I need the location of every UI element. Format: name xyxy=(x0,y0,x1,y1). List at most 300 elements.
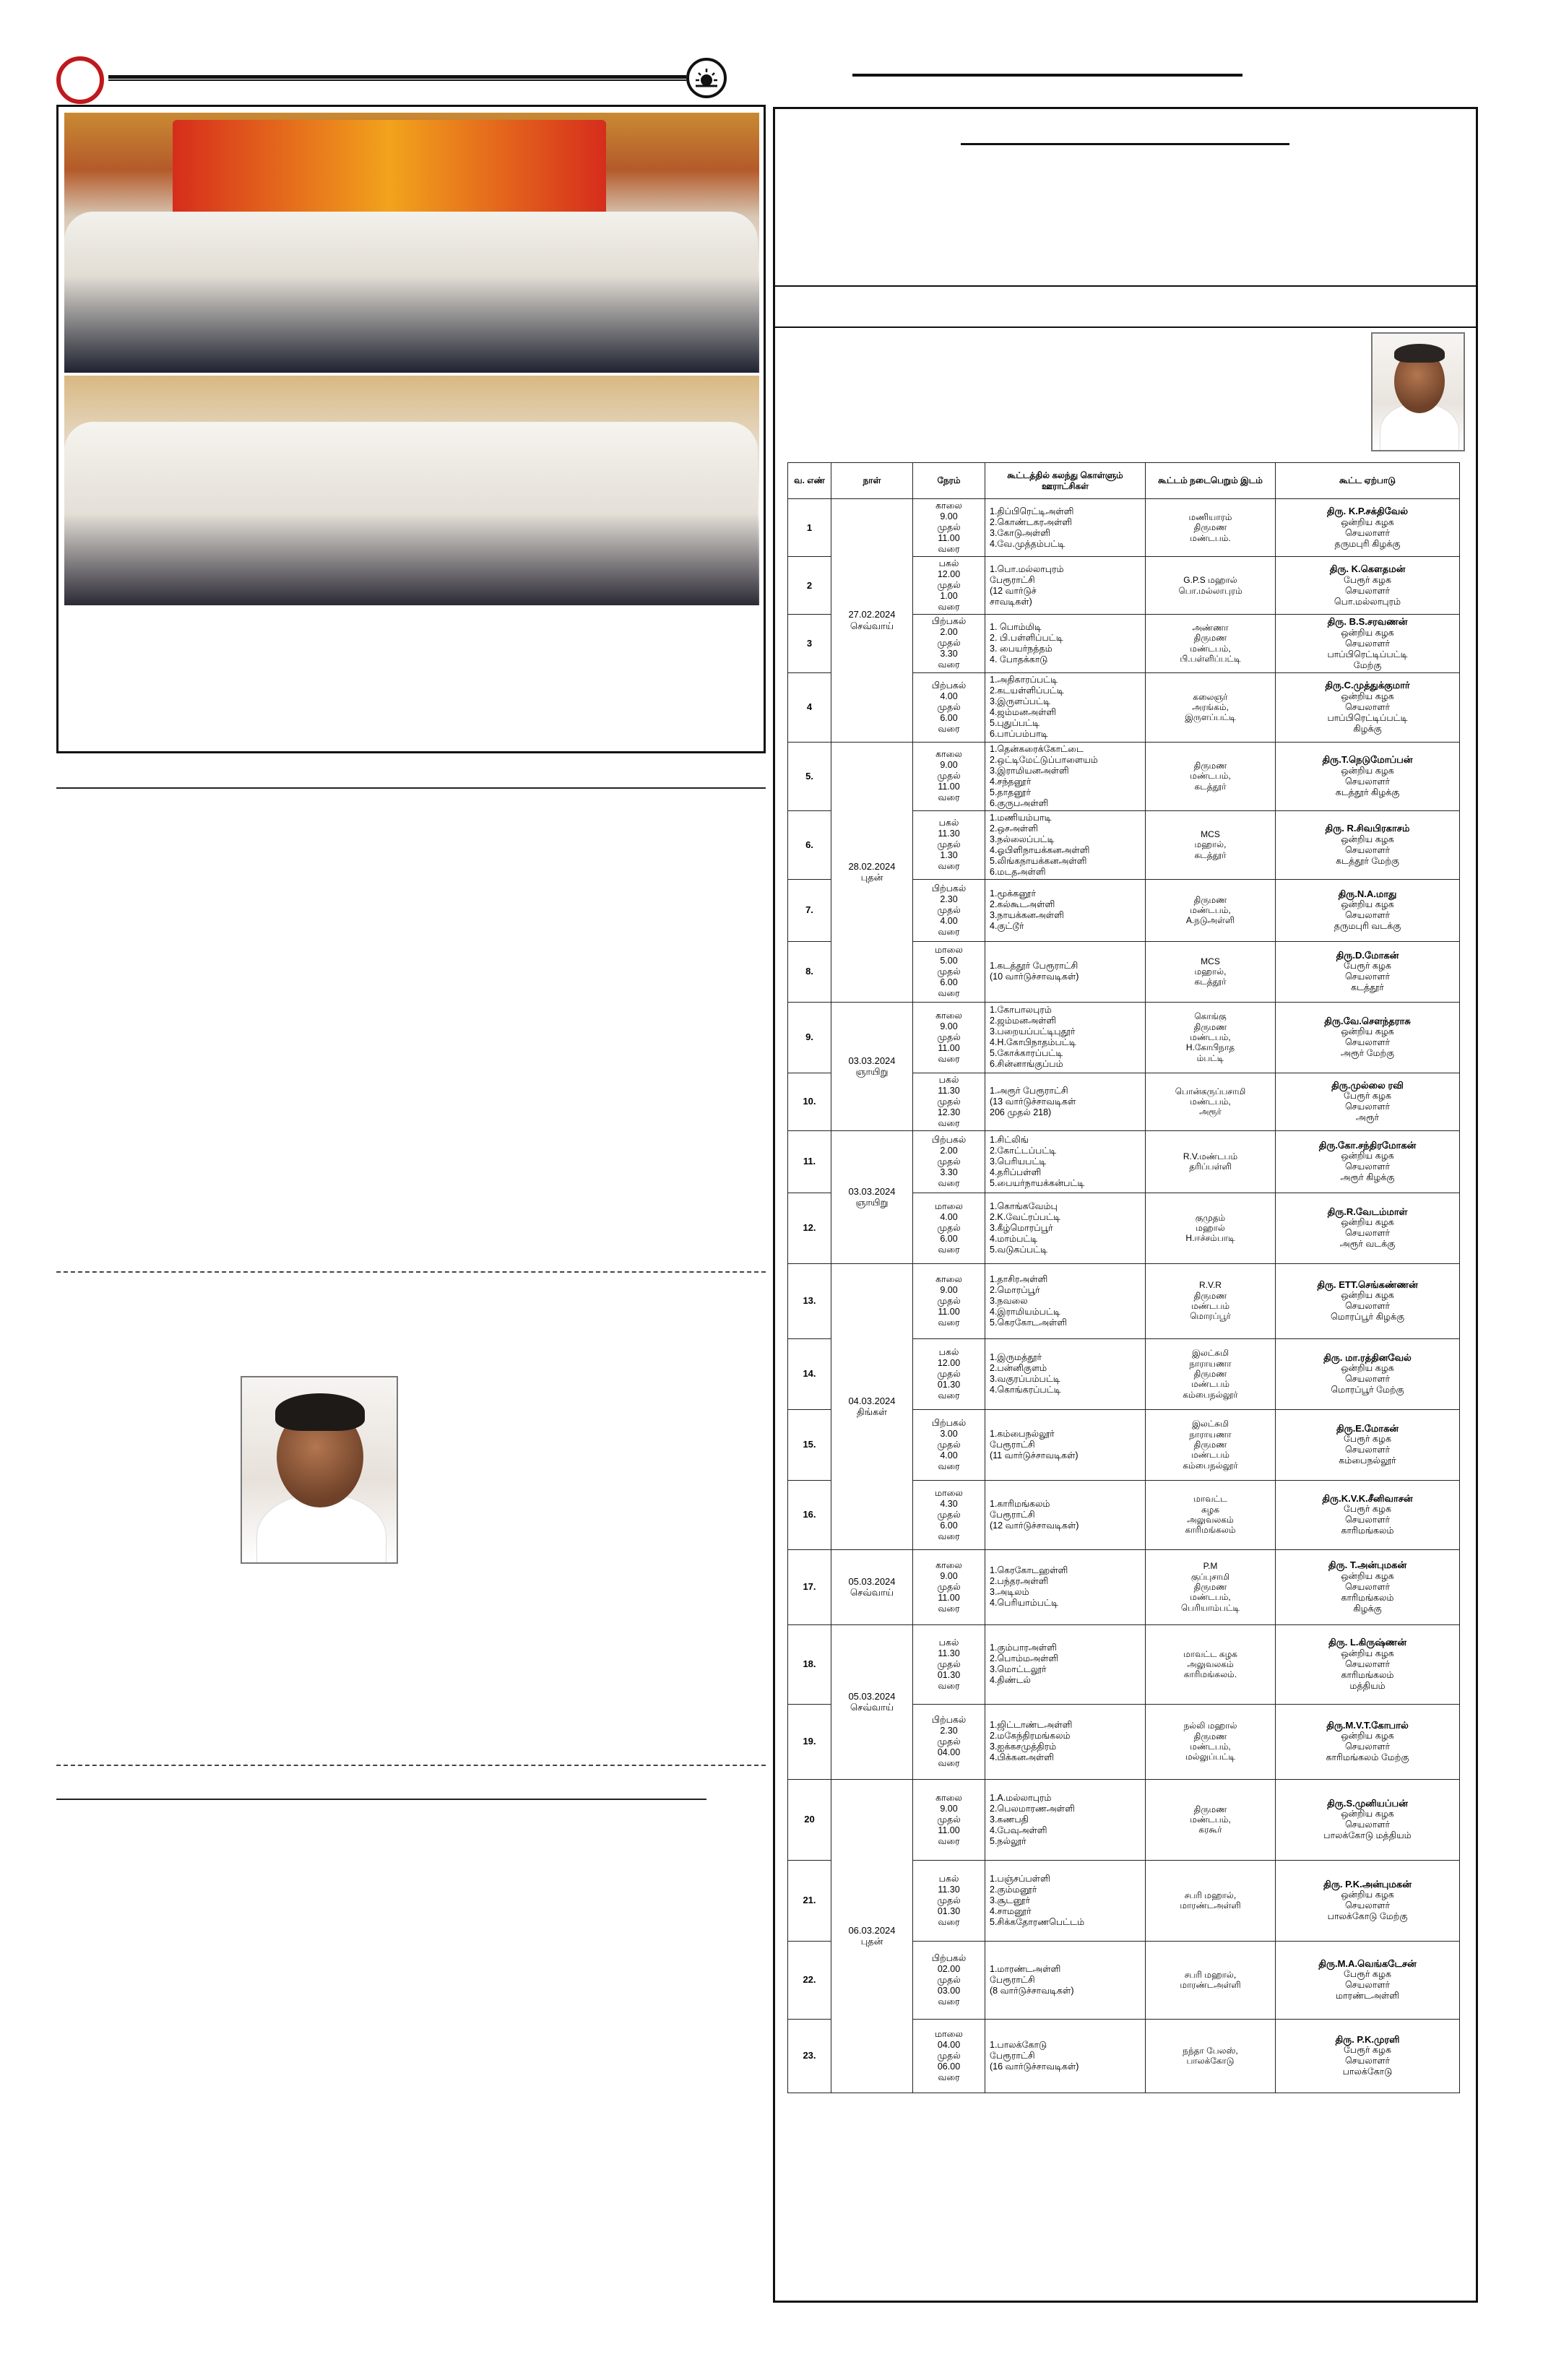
column-header: கூட்டம் நடைபெறும் இடம் xyxy=(1146,463,1276,499)
meeting-organizer-line: திரு.D.மோகன் xyxy=(1336,949,1399,961)
participating-villages-line: 4.பெரியாம்பட்டி xyxy=(990,1598,1058,1609)
meeting-organizer-line: பொ.மல்லாபுரம் xyxy=(1334,596,1401,607)
meeting-time-line: வரை xyxy=(938,723,960,734)
meeting-organizer xyxy=(1276,1338,1460,1409)
meeting-time-line: 4.00 xyxy=(940,1450,958,1461)
meeting-organizer xyxy=(1276,1779,1460,1860)
serial-number: 14. xyxy=(788,1338,831,1409)
meeting-time-line: முதல் xyxy=(937,771,961,782)
meeting-organizer-line: திரு.கோ.சந்திரமோகன் xyxy=(1318,1139,1417,1151)
participating-villages xyxy=(985,1624,1146,1704)
meeting-venue-line: மொரப்பூர் xyxy=(1190,1311,1231,1322)
serial-number: 3 xyxy=(788,615,831,673)
meeting-venue-line: நந்தா பேலஸ், xyxy=(1183,2045,1238,2056)
participating-villages-line: 3.நல்லைப்பட்டி xyxy=(990,834,1055,844)
meeting-organizer-line: ஒன்றிய கழக xyxy=(1341,1026,1394,1037)
meeting-time xyxy=(913,1779,985,1860)
meeting-time-line: வரை xyxy=(938,861,960,872)
meeting-organizer-line: பேரூர் கழக xyxy=(1344,961,1391,972)
meeting-time-line: 11.30 xyxy=(938,828,960,839)
audience-crowd xyxy=(64,212,758,373)
meeting-venue-line: கடத்தூர் xyxy=(1194,781,1227,792)
meeting-organizer-line: மேற்கு xyxy=(1353,659,1382,670)
participating-villages xyxy=(985,557,1146,615)
participating-villages-line: (12 வார்டுச் xyxy=(990,585,1037,596)
participating-villages xyxy=(985,1549,1146,1624)
participating-villages-line: 1.கடத்தூர் பேரூராட்சி xyxy=(990,961,1079,972)
meeting-organizer xyxy=(1276,1130,1460,1193)
meeting-organizer-line: திரு. P.K.முரளி xyxy=(1335,2033,1400,2045)
meeting-time-line: பகல் xyxy=(938,1074,959,1085)
meeting-time-line: வரை xyxy=(938,1390,960,1401)
meeting-organizer-line: திரு. K.P.சக்திவேல் xyxy=(1326,506,1409,517)
meeting-organizer xyxy=(1276,672,1460,742)
meeting-time-line: பிற்பகல் xyxy=(931,680,967,691)
meeting-organizer-line: அரூர் மேற்கு xyxy=(1340,1048,1395,1059)
meeting-time-line: 3.30 xyxy=(940,1167,958,1177)
meeting-time-line: 06.00 xyxy=(937,2061,961,2072)
meeting-venue-line: காரிமங்கலம். xyxy=(1183,1669,1237,1680)
meeting-organizer-line: ஒன்றிய கழக xyxy=(1341,765,1394,776)
participating-villages-line: 1.மணியம்பாடி xyxy=(990,812,1052,823)
meeting-organizer-line: திரு. K.கௌதமன் xyxy=(1329,563,1406,575)
meeting-venue-line: நாராயணா xyxy=(1189,1358,1232,1369)
meeting-date xyxy=(831,499,913,743)
table-row xyxy=(788,1263,1460,1338)
participating-villages-line: 1.பொ.மல்லாபுரம் xyxy=(990,563,1064,574)
meeting-time-line: முதல் xyxy=(937,580,961,590)
serial-number: 19. xyxy=(788,1704,831,1779)
meeting-organizer xyxy=(1276,1704,1460,1779)
meeting-time-line: முதல் xyxy=(937,2050,961,2061)
meeting-organizer-line: மொரப்பூர் கிழக்கு xyxy=(1331,1312,1404,1323)
participating-villages xyxy=(985,672,1146,742)
meeting-venue-line: G.P.S மஹால் xyxy=(1183,575,1237,586)
meeting-venue-line: இலட்சுமி xyxy=(1192,1348,1229,1359)
meeting-venue xyxy=(1146,879,1276,941)
meeting-venue-line: கம்பைநல்லூர் xyxy=(1183,1389,1238,1400)
meeting-organizer xyxy=(1276,615,1460,673)
meeting-venue-line: A.நடுஅள்ளி xyxy=(1185,915,1235,926)
participating-villages-line: 4.திண்டல் xyxy=(990,1675,1031,1686)
meeting-organizer-line: செயலாளர் xyxy=(1344,844,1391,855)
participating-villages xyxy=(985,1130,1146,1193)
meeting-organizer-line: கம்பைநல்லூர் xyxy=(1339,1455,1396,1466)
participating-villages xyxy=(985,2019,1146,2093)
meeting-organizer-line: ஒன்றிய கழக xyxy=(1341,1151,1394,1161)
meeting-venue-line: மாரண்டஅள்ளி xyxy=(1180,1900,1241,1911)
meeting-time-line: முதல் xyxy=(937,1658,961,1669)
meeting-venue-line: திருமண xyxy=(1193,1021,1227,1032)
meeting-time-line: 9.00 xyxy=(940,1021,958,1031)
meeting-time-line: வரை xyxy=(938,1757,960,1768)
participating-villages-line: 5.லிங்கநாயக்கனஅள்ளி xyxy=(990,855,1087,866)
meeting-time-line: முதல் xyxy=(937,1295,961,1306)
participating-villages-line: 4.மாம்பட்டி xyxy=(990,1233,1038,1244)
meeting-time-line: 9.00 xyxy=(940,760,958,771)
meeting-venue xyxy=(1146,615,1276,673)
meeting-venue-line: R.V.R xyxy=(1199,1280,1222,1291)
table-row xyxy=(788,1624,1460,1704)
meeting-venue-line: அரூர் xyxy=(1199,1107,1222,1117)
meeting-organizer-line: காரிமங்கலம் xyxy=(1341,1592,1394,1603)
meeting-time-line: 11.00 xyxy=(938,782,960,792)
meeting-venue-line: பாலக்கோடு xyxy=(1186,2056,1235,2067)
meeting-organizer-line: செயலாளர் xyxy=(1344,1228,1391,1239)
meeting-time xyxy=(913,1338,985,1409)
meeting-venue-line: பொ.மல்லாபுரம் xyxy=(1178,585,1242,596)
meeting-venue-line: திருமண xyxy=(1193,1731,1227,1741)
participating-villages-line: 1.இருமத்தூர் xyxy=(990,1352,1042,1363)
meeting-time-line: 3.30 xyxy=(940,649,958,659)
meeting-venue-line: திருமண xyxy=(1193,894,1227,905)
participating-villages-line: 5.கெரகோடஅள்ளி xyxy=(990,1317,1067,1328)
meeting-venue-line: ம்பட்டி xyxy=(1196,1052,1224,1063)
meeting-organizer-line: பேரூர் கழக xyxy=(1344,1434,1391,1445)
meeting-organizer-line: ஒன்றிய கழக xyxy=(1341,1570,1394,1581)
meeting-time-line: 11.30 xyxy=(938,1085,960,1096)
participating-villages-line: 1.அரூர் பேரூராட்சி xyxy=(990,1085,1068,1096)
meeting-time-line: பகல் xyxy=(938,558,959,568)
meeting-venue-line: MCS xyxy=(1201,829,1220,839)
participating-villages-line: 2.கோட்டப்பட்டி xyxy=(990,1145,1057,1156)
meeting-venue-line: மண்டபம் xyxy=(1190,1301,1230,1312)
meeting-organizer-line: காரிமங்கலம் xyxy=(1341,1669,1394,1680)
meeting-organizer-line: செயலாளர் xyxy=(1344,1515,1391,1526)
participating-villages-line: 3.கீழ்மொரப்பூர் xyxy=(990,1222,1053,1233)
meeting-organizer-line: மத்தியம் xyxy=(1349,1680,1386,1691)
meeting-time xyxy=(913,615,985,673)
serial-number: 6. xyxy=(788,810,831,879)
meeting-venue xyxy=(1146,1941,1276,2019)
participating-villages-line: 2.கும்மனூர் xyxy=(990,1884,1037,1895)
meeting-venue-line: மஹால் xyxy=(1196,1222,1225,1233)
participating-villages-line: 4.ஜம்மனஅள்ளி xyxy=(990,707,1057,718)
meeting-venue-line: மாவட்ட xyxy=(1193,1494,1227,1505)
participating-villages-line: 1.காரிமங்கலம் xyxy=(990,1498,1050,1509)
serial-number: 22. xyxy=(788,1941,831,2019)
participating-villages-line: 1.சிட்லிங் xyxy=(990,1134,1029,1145)
meeting-organizer xyxy=(1276,1480,1460,1549)
meeting-organizer-line: திரு.N.A.மாது xyxy=(1338,888,1397,899)
meeting-venue-line: மண்டபம், xyxy=(1190,643,1231,654)
participating-villages-line: 1.பாலக்கோடு xyxy=(990,2039,1047,2050)
meeting-venue-line: மண்டபம் xyxy=(1190,1379,1230,1390)
participating-villages-line: 6.பாப்பம்பாடி xyxy=(990,729,1048,740)
meeting-organizer-line: ஒன்றிய கழக xyxy=(1341,899,1394,910)
meeting-organizer-line: திரு. T.அன்புமகன் xyxy=(1328,1559,1407,1571)
participating-villages-line: 1.கெரகோடஹள்ளி xyxy=(990,1565,1068,1576)
meeting-date-line: ஞாயிறு xyxy=(855,1197,889,1208)
meeting-venue-line: பெரியாம்பட்டி xyxy=(1180,1602,1240,1613)
meeting-organizer-line: திரு. L.கிருஷ்ணன் xyxy=(1328,1637,1406,1648)
participating-villages-line: 206 முதல் 218) xyxy=(990,1107,1052,1117)
meeting-venue-line: திருமண xyxy=(1193,761,1227,771)
meeting-time-line: வரை xyxy=(938,544,960,554)
meeting-venue-line: H.கோபிநாத xyxy=(1185,1042,1235,1053)
participating-villages-line: 6.குருபஅள்ளி xyxy=(990,797,1049,808)
article-divider-rule xyxy=(774,285,1477,287)
meeting-organizer-line: ஒன்றிய கழக xyxy=(1341,1809,1394,1819)
meeting-time-line: வரை xyxy=(938,2072,960,2082)
serial-number: 13. xyxy=(788,1263,831,1338)
meeting-time xyxy=(913,1263,985,1338)
meeting-time-line: வரை xyxy=(938,1603,960,1614)
portrait-hair xyxy=(1394,344,1445,363)
meeting-time-line: 1.30 xyxy=(940,850,958,861)
meeting-organizer-line: காரிமங்கலம் xyxy=(1341,1526,1394,1536)
participating-villages-line: பேரூராட்சி xyxy=(990,2050,1035,2061)
participating-villages-line: 1. பொம்மிடி xyxy=(990,621,1042,632)
participating-villages-line: 2.பொம்மஅள்ளி xyxy=(990,1653,1059,1664)
participating-villages-line: 2.கொண்டகரஅள்ளி xyxy=(990,516,1072,527)
meeting-time-line: பகல் xyxy=(938,818,959,828)
meeting-organizer-line: திரு.M.A.வெங்கடேசன் xyxy=(1318,1957,1417,1969)
meeting-organizer-line: செயலாளர் xyxy=(1344,910,1391,921)
participating-villages-line: 6.மடதஅள்ளி xyxy=(990,866,1046,877)
meeting-time-line: முதல் xyxy=(937,522,961,532)
meeting-organizer-line: அரூர் xyxy=(1355,1112,1380,1123)
table-row xyxy=(788,1549,1460,1624)
meeting-time-line: முதல் xyxy=(937,1222,961,1233)
meeting-venue-line: கொங்கு xyxy=(1194,1011,1227,1022)
participating-villages-line: 3.நவலை xyxy=(990,1295,1028,1306)
participating-villages-line: 3.சூடனூர் xyxy=(990,1895,1031,1905)
table-row xyxy=(788,499,1460,557)
meeting-organizer-line: மாரண்டஅள்ளி xyxy=(1336,1991,1399,2002)
meeting-time xyxy=(913,1860,985,1941)
participating-villages xyxy=(985,1263,1146,1338)
meeting-venue xyxy=(1146,1193,1276,1263)
meeting-organizer xyxy=(1276,1860,1460,1941)
meeting-venue xyxy=(1146,941,1276,1002)
meeting-organizer-line: அரூர் கிழக்கு xyxy=(1340,1172,1395,1183)
meeting-venue-line: திருமண xyxy=(1193,1581,1227,1592)
meeting-time-line: முதல் xyxy=(937,638,961,649)
meeting-time-line: 4.00 xyxy=(940,691,958,701)
participating-villages-line: 1.மூக்கனூர் xyxy=(990,888,1037,899)
meeting-venue xyxy=(1146,1263,1276,1338)
participating-villages-line: 1.மாரண்டஅள்ளி xyxy=(990,1963,1061,1974)
meeting-venue-line: கடத்தூர் xyxy=(1194,977,1227,987)
meeting-date-line: 27.02.2024 xyxy=(848,609,896,620)
meeting-time-line: 11.00 xyxy=(938,1042,960,1053)
column-divider-rule xyxy=(56,787,766,789)
meeting-time xyxy=(913,672,985,742)
meeting-time-line: வரை xyxy=(938,987,960,998)
meeting-organizer-line: பேரூர் கழக xyxy=(1344,1969,1391,1980)
meeting-time-line: பகல் xyxy=(938,1873,959,1884)
meeting-organizer-line: திரு.M.V.T.கோபால் xyxy=(1326,1719,1409,1731)
meeting-date-line: செவ்வாய் xyxy=(850,1587,894,1598)
participating-villages-line: 2.கல்கூடஅள்ளி xyxy=(990,899,1055,910)
meeting-organizer-line: செயலாளர் xyxy=(1344,1980,1391,1991)
participating-villages-line: 4.சாமனூர் xyxy=(990,1905,1032,1916)
serial-number: 7. xyxy=(788,879,831,941)
meeting-time xyxy=(913,2019,985,2093)
participating-villages-line: 2.பெலமாரணஅள்ளி xyxy=(990,1803,1075,1814)
serial-number: 10. xyxy=(788,1073,831,1130)
meeting-time-line: முதல் xyxy=(937,1439,961,1450)
meeting-organizer-line: செயலாளர் xyxy=(1344,1037,1391,1048)
meeting-date xyxy=(831,742,913,1002)
meeting-organizer-line: திரு. P.K.அன்புமகன் xyxy=(1323,1878,1412,1890)
meeting-time xyxy=(913,1073,985,1130)
meeting-organizer-line: பேரூர் கழக xyxy=(1344,2045,1391,2056)
meeting-organizer-line: ஒன்றிய கழக xyxy=(1341,1890,1394,1900)
serial-number: 4 xyxy=(788,672,831,742)
meeting-organizer-line: கிழக்கு xyxy=(1353,723,1382,734)
meeting-venue-line: திருமண xyxy=(1193,633,1227,644)
meeting-venue xyxy=(1146,672,1276,742)
meeting-organizer-line: காரிமங்கலம் மேற்கு xyxy=(1326,1752,1409,1763)
rising-sun-icon xyxy=(693,64,720,92)
meeting-venue-line: மஹால், xyxy=(1194,966,1227,977)
meeting-time-line: 04.00 xyxy=(937,1747,961,1757)
meeting-time-line: பிற்பகல் xyxy=(931,616,967,627)
meeting-organizer-line: கடத்தூர் கிழக்கு xyxy=(1335,787,1400,797)
right-heading-rule xyxy=(852,74,1242,78)
meeting-time-line: முதல் xyxy=(937,701,961,712)
meeting-organizer-line: ஒன்றிய கழக xyxy=(1341,1217,1394,1228)
serial-number: 23. xyxy=(788,2019,831,2093)
meeting-organizer-line: செயலாளர் xyxy=(1344,585,1391,596)
participating-villages-line: 3.கணபதி xyxy=(990,1814,1029,1825)
meeting-time-line: முதல் xyxy=(937,1156,961,1167)
meeting-venue-line: மண்டபம், xyxy=(1190,1741,1231,1752)
meeting-organizer-line: திரு. R.சிவபிரகாசம் xyxy=(1325,823,1410,834)
meeting-venue-line: R.V.மண்டபம் xyxy=(1183,1151,1238,1161)
meeting-organizer-line: கடத்தூர் மேற்கு xyxy=(1336,855,1399,866)
section-dashed-divider xyxy=(56,1765,766,1766)
meeting-organizer-line: செயலாளர் xyxy=(1344,1445,1391,1455)
meeting-time-line: வரை xyxy=(938,1461,960,1471)
participating-villages-line: 4.பேவுஅள்ளி xyxy=(990,1825,1047,1835)
meeting-organizer xyxy=(1276,1624,1460,1704)
participating-villages xyxy=(985,1860,1146,1941)
meeting-time-line: 12.30 xyxy=(937,1107,961,1117)
meeting-organizer-line: மொரப்பூர் மேற்கு xyxy=(1331,1385,1404,1395)
meeting-organizer-line: செயலாளர் xyxy=(1344,2056,1391,2067)
participating-villages-line: 1.அதிகாரப்பட்டி xyxy=(990,675,1058,685)
meeting-venue-line: தரிப்பள்ளி xyxy=(1189,1161,1232,1172)
table-row xyxy=(788,1130,1460,1193)
meeting-time xyxy=(913,557,985,615)
meeting-time-line: 11.30 xyxy=(938,1884,960,1895)
meeting-time-line: காலை xyxy=(935,1010,962,1021)
serial-number: 12. xyxy=(788,1193,831,1263)
meeting-time-line: வரை xyxy=(938,659,960,670)
meeting-venue-line: மாரண்டஅள்ளி xyxy=(1180,1980,1241,1991)
participating-villages-line: 5.சிக்கதோரணபெட்டம் xyxy=(990,1916,1085,1927)
meeting-time-line: காலை xyxy=(935,501,962,511)
meeting-time xyxy=(913,1480,985,1549)
meeting-organizer-line: பாலக்கோடு மத்தியம் xyxy=(1323,1830,1412,1841)
meeting-venue-line: அண்ணா xyxy=(1192,623,1229,633)
participating-villages-line: 2.K.வேட்ரப்பட்டி xyxy=(990,1211,1060,1222)
meeting-venue-line: திருமண xyxy=(1193,522,1227,533)
meeting-time-line: வரை xyxy=(938,1317,960,1328)
meeting-venue-line: மண்டபம். xyxy=(1190,532,1231,543)
meeting-date-line: 05.03.2024 xyxy=(848,1690,896,1702)
meeting-time-line: முதல் xyxy=(937,904,961,915)
meeting-time-line: வரை xyxy=(938,792,960,803)
meeting-time-line: பிற்பகல் xyxy=(931,1134,967,1145)
schedule-body xyxy=(788,499,1460,2093)
meeting-date xyxy=(831,1130,913,1263)
meeting-organizer-line: திரு.K.V.K.சீனிவாசன் xyxy=(1322,1492,1413,1504)
meeting-organizer-line: திரு.T.நெடுமோப்பன் xyxy=(1322,754,1413,766)
meeting-time-line: பகல் xyxy=(938,1346,959,1357)
meeting-organizer xyxy=(1276,1073,1460,1130)
participating-villages-line: (16 வார்டுச்சாவடிகள்) xyxy=(990,2061,1079,2072)
meeting-organizer xyxy=(1276,499,1460,557)
meeting-time-line: 01.30 xyxy=(937,1669,961,1680)
participating-villages-line: 1.A.மல்லாபுரம் xyxy=(990,1792,1052,1803)
meeting-time xyxy=(913,499,985,557)
meeting-venue xyxy=(1146,1130,1276,1193)
meeting-time-line: முதல் xyxy=(937,1736,961,1747)
meeting-organizer-line: செயலாளர் xyxy=(1344,1819,1391,1830)
serial-number: 18. xyxy=(788,1624,831,1704)
meeting-time-line: முதல் xyxy=(937,966,961,977)
meeting-time-line: வரை xyxy=(938,1531,960,1541)
meeting-time-line: மாலை xyxy=(935,1200,963,1211)
meeting-date-line: செவ்வாய் xyxy=(850,620,894,631)
meeting-time xyxy=(913,1002,985,1073)
section-dashed-divider xyxy=(56,1271,766,1273)
serial-number: 20 xyxy=(788,1779,831,1860)
meeting-time-line: 6.00 xyxy=(940,1233,958,1244)
participating-villages-line: 4.ஓபிளிநாயக்கனஅள்ளி xyxy=(990,844,1090,855)
meeting-time-line: காலை xyxy=(935,1792,962,1803)
meeting-organizer-line: பாலக்கோடு xyxy=(1342,2067,1393,2077)
column-bottom-rule xyxy=(56,1799,706,1800)
meeting-date-line: 03.03.2024 xyxy=(848,1185,896,1197)
participating-villages-line: 4.H.கோபிநாதம்பட்டி xyxy=(990,1037,1076,1048)
meeting-time-line: மாலை xyxy=(935,1487,963,1498)
meeting-venue xyxy=(1146,1779,1276,1860)
meeting-venue-line: இலட்சுமி xyxy=(1192,1419,1229,1429)
participating-villages-line: பேரூராட்சி xyxy=(990,1974,1035,1985)
meeting-organizer-line: ஒன்றிய கழக xyxy=(1341,1363,1394,1374)
meeting-venue xyxy=(1146,1480,1276,1549)
meeting-organizer-line: கடத்தூர் xyxy=(1351,982,1384,993)
meeting-venue-line: மண்டபம், xyxy=(1190,771,1231,782)
meeting-time xyxy=(913,1549,985,1624)
meeting-venue-line: காரிமங்கலம் xyxy=(1185,1525,1236,1536)
participating-villages-line: 4.தரிப்பள்ளி xyxy=(990,1167,1042,1177)
meeting-photo-bottom xyxy=(64,376,759,605)
meeting-venue xyxy=(1146,810,1276,879)
meeting-organizer-line: கிழக்கு xyxy=(1353,1603,1382,1614)
participating-villages-line: 5.நல்லூர் xyxy=(990,1835,1026,1846)
meeting-venue xyxy=(1146,1073,1276,1130)
meeting-time-line: மாலை xyxy=(935,2028,963,2039)
meeting-venue xyxy=(1146,1549,1276,1624)
participating-villages-line: 2. பி.பள்ளிப்பட்டி xyxy=(990,632,1063,643)
participating-villages xyxy=(985,499,1146,557)
meeting-organizer-line: செயலாளர் xyxy=(1344,1301,1391,1312)
person-portrait-photo xyxy=(241,1376,398,1564)
meeting-time-line: வரை xyxy=(938,1835,960,1846)
meeting-venue-line: H.ஈச்சம்பாடி xyxy=(1185,1233,1235,1244)
participating-villages-line: 3.அடிலம் xyxy=(990,1587,1029,1598)
meeting-organizer xyxy=(1276,941,1460,1002)
participating-villages-line: 1.தென்கரைக்கோட்டை xyxy=(990,743,1084,754)
meeting-organizer-line: பேரூர் கழக xyxy=(1344,1091,1391,1102)
meeting-date xyxy=(831,1002,913,1130)
